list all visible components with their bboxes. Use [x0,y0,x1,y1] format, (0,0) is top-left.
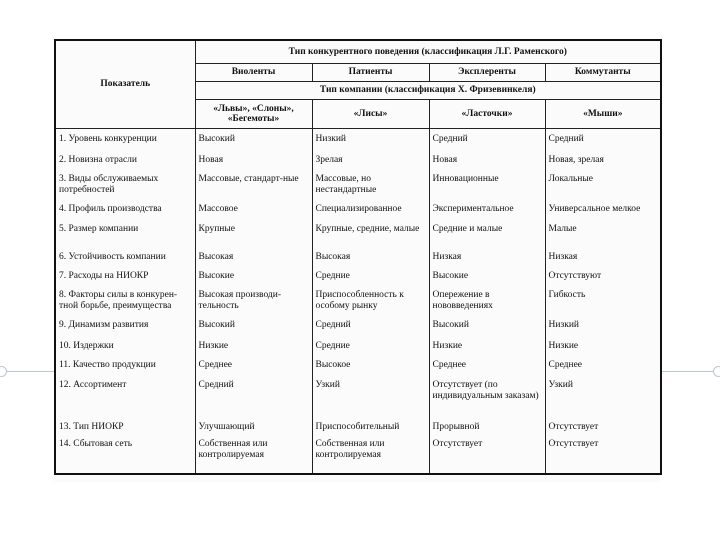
table-cell: Массовые, но нестандартные [312,174,429,204]
table-cell: Средние [312,341,429,360]
row-indicator: 7. Расходы на НИОКР [55,271,195,290]
table-cell: Высокий [195,129,312,156]
type-swallows: «Ласточки» [429,100,545,129]
table-cell: Улучшающий [195,422,312,439]
table-row [55,380,661,422]
row-indicator: 1. Уровень конкуренции [55,129,195,156]
table-cell: Локальные [545,174,661,204]
table-cell: Приспособленность к особому рынку [312,290,429,320]
table-cell: Инновационные [429,174,545,204]
row-indicator: 2. Новизна отрасли [55,155,195,174]
table-row [55,174,661,204]
table-cell: Специализированное [312,204,429,224]
row-indicator: 12. Ассортимент [55,380,195,422]
table-row [55,224,661,252]
table-cell: Малые [545,224,661,252]
table-row [55,204,661,224]
table-cell: Гибкость [545,290,661,320]
table-cell: Средний [429,129,545,156]
frizevinkel-title: Тип компании (классификация X. Фризевинкеля) [195,82,661,100]
table-cell: Среднее [195,360,312,380]
comparison-table-image [54,39,660,482]
table-cell: Зрелая [312,155,429,174]
row-indicator: 10. Издержки [55,341,195,360]
table-cell: Высокая производи-тельность [195,290,312,320]
table-row [55,341,661,360]
row-indicator: 3. Виды обслуживаемых потребностей [55,174,195,204]
table-cell: Узкий [545,380,661,422]
table-cell: Высокие [429,271,545,290]
table-cell: Новая [429,155,545,174]
table-cell: Средние [312,271,429,290]
table-cell: Узкий [312,380,429,422]
table-cell: Низкий [312,129,429,156]
table-cell: Высокая [195,252,312,271]
table-cell: Высокий [429,320,545,341]
table-row [55,439,661,474]
row-indicator: 6. Устойчивость компании [55,252,195,271]
table-cell: Опережение в нововведениях [429,290,545,320]
table-cell: Высокие [195,271,312,290]
table-cell: Среднее [545,360,661,380]
table-cell: Экспериментальное [429,204,545,224]
type-mice: «Мыши» [545,100,661,129]
table-cell: Крупные, средние, малые [312,224,429,252]
table-row [55,129,661,156]
ramensky-title: Тип конкурентного поведения (классификация Л.Г. Раменского) [195,40,661,64]
table-cell: Массовые, стандарт-ные [195,174,312,204]
row-indicator: 8. Факторы силы в конкурен-тной борьбе, преимущества [55,290,195,320]
decorative-dot-right [713,366,720,377]
type-commutants: Коммутанты [545,64,661,82]
table-cell: Средний [545,129,661,156]
indicator-header: Показатель [55,40,195,129]
table-cell: Новая [195,155,312,174]
table-cell: Собственная или контролируемая [195,439,312,474]
table-row [55,155,661,174]
table-cell: Универсальное мелкое [545,204,661,224]
row-indicator: 4. Профиль производства [55,204,195,224]
table-row [55,422,661,439]
comparison-table [54,39,662,475]
row-indicator: 9. Динамизм развития [55,320,195,341]
table-cell: Прорывной [429,422,545,439]
type-patients: Патиенты [312,64,429,82]
table-cell: Отсутствует [545,422,661,439]
table-cell: Низкие [195,341,312,360]
table-cell: Высокое [312,360,429,380]
row-indicator: 13. Тип НИОКР [55,422,195,439]
table-row [55,360,661,380]
type-lions: «Львы», «Слоны», «Бегемоты» [195,100,312,129]
table-cell: Собственная или контролируемая [312,439,429,474]
row-indicator: 11. Качество продукции [55,360,195,380]
table-cell: Низкий [545,320,661,341]
type-explerents: Эксплеренты [429,64,545,82]
table-cell: Средний [195,380,312,422]
type-foxes: «Лисы» [312,100,429,129]
table-cell: Отсутствует [429,439,545,474]
row-indicator: 14. Сбытовая сеть [55,439,195,474]
table-cell: Низкая [545,252,661,271]
table-cell: Новая, зрелая [545,155,661,174]
table-cell: Приспособительный [312,422,429,439]
table-cell: Отсутствуют [545,271,661,290]
table-cell: Низкая [429,252,545,271]
row-indicator: 5. Размер компании [55,224,195,252]
table-cell: Массовое [195,204,312,224]
table-row [55,252,661,271]
table-cell: Отсутствует [545,439,661,474]
table-cell: Низкие [545,341,661,360]
table-cell: Высокая [312,252,429,271]
type-violents: Виоленты [195,64,312,82]
table-row [55,320,661,341]
table-cell: Отсутствует (по индивидуальным заказам) [429,380,545,422]
table-row [55,271,661,290]
table-cell: Средний [312,320,429,341]
table-cell: Крупные [195,224,312,252]
decorative-dot-left [0,366,7,377]
table-cell: Средние и малые [429,224,545,252]
table-cell: Среднее [429,360,545,380]
table-row [55,290,661,320]
table-cell: Высокий [195,320,312,341]
table-cell: Низкие [429,341,545,360]
